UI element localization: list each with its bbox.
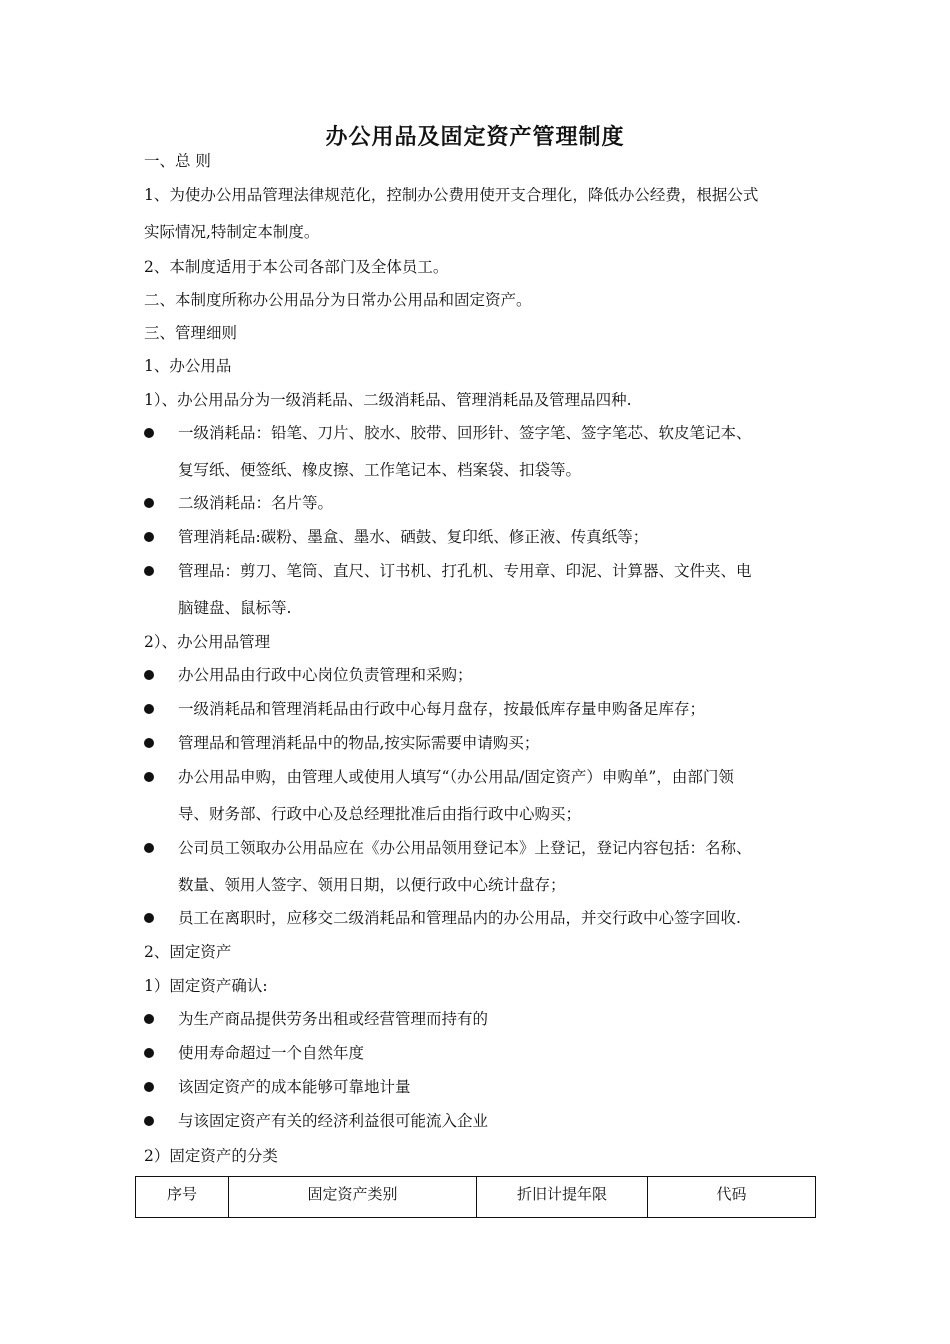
bullet-useful-life: 使用寿命超过一个自然年度 — [178, 1044, 365, 1062]
supplies-categories: 1）、办公用品分为一级消耗品、二级消耗品、管理消耗品及管理品四种. — [144, 391, 632, 409]
document-title: 办公用品及固定资产管理制度 — [325, 124, 625, 150]
bullet-purchase-by-need: 管理品和管理消耗品中的物品,按实际需要申请购买； — [178, 734, 540, 752]
bullet-management-items-cont: 脑键盘、鼠标等. — [178, 599, 292, 617]
table-header-cell: 固定资产类别 — [229, 1177, 477, 1218]
subsection-fixed-assets: 2、固定资产 — [144, 943, 232, 961]
bullet-management-items: 管理品：剪刀、笔筒、直尺、订书机、打孔机、专用章、印泥、计算器、文件夹、电 — [178, 562, 752, 580]
section-two: 二、本制度所称办公用品分为日常办公用品和固定资产。 — [144, 291, 532, 309]
bullet-icon — [144, 738, 154, 748]
bullet-reliable-cost: 该固定资产的成本能够可靠地计量 — [178, 1078, 411, 1096]
bullet-resignation-return: 员工在离职时，应移交二级消耗品和管理品内的办公用品，并交行政中心签字回收. — [178, 909, 741, 927]
supplies-management-heading: 2）、办公用品管理 — [144, 633, 271, 651]
fixed-assets-recognition: 1）固定资产确认: — [144, 977, 268, 995]
bullet-icon — [144, 843, 154, 853]
bullet-management-consumables: 管理消耗品:碳粉、墨盒、墨水、硒鼓、复印纸、修正液、传真纸等； — [178, 528, 649, 546]
bullet-icon — [144, 704, 154, 714]
section-general: 一、总 则 — [144, 152, 211, 170]
table-header-cell: 序号 — [136, 1177, 229, 1218]
subsection-office-supplies: 1、办公用品 — [144, 357, 232, 375]
bullet-level1-consumables-cont: 复写纸、便签纸、橡皮擦、工作笔记本、档案袋、扣袋等。 — [178, 461, 582, 479]
fixed-assets-classification: 2）固定资产的分类 — [144, 1147, 278, 1165]
bullet-held-for-use: 为生产商品提供劳务出租或经营管理而持有的 — [178, 1010, 489, 1028]
table-header-cell: 折旧计提年限 — [477, 1177, 648, 1218]
bullet-admin-procurement: 办公用品由行政中心岗位负责管理和采购； — [178, 666, 473, 684]
bullet-icon — [144, 1014, 154, 1024]
clause-1-line1: 1、为使办公用品管理法律规范化，控制办公费用使开支合理化，降低办公经费，根据公式 — [144, 186, 759, 204]
bullet-icon — [144, 1082, 154, 1092]
bullet-icon — [144, 670, 154, 680]
clause-2: 2、本制度适用于本公司各部门及全体员工。 — [144, 258, 449, 276]
bullet-icon — [144, 1048, 154, 1058]
bullet-monthly-inventory: 一级消耗品和管理消耗品由行政中心每月盘存，按最低库存量申购备足库存； — [178, 700, 706, 718]
table-header-cell: 代码 — [648, 1177, 816, 1218]
bullet-registration-cont: 数量、领用人签字、领用日期，以便行政中心统计盘存； — [178, 876, 566, 894]
bullet-purchase-request-cont: 导、财务部、行政中心及总经理批准后由指行政中心购买； — [178, 805, 582, 823]
bullet-level2-consumables: 二级消耗品：名片等。 — [178, 494, 334, 512]
bullet-purchase-request: 办公用品申购，由管理人或使用人填写“（办公用品/固定资产）申购单”，由部门领 — [178, 768, 734, 786]
section-three: 三、管理细则 — [144, 324, 238, 342]
bullet-icon — [144, 566, 154, 576]
bullet-icon — [144, 1116, 154, 1126]
bullet-icon — [144, 498, 154, 508]
bullet-registration: 公司员工领取办公用品应在《办公用品领用登记本》上登记，登记内容包括：名称、 — [178, 839, 752, 857]
table-header-row — [136, 1177, 816, 1218]
bullet-icon — [144, 428, 154, 438]
bullet-icon — [144, 772, 154, 782]
bullet-level1-consumables: 一级消耗品：铅笔、刀片、胶水、胶带、回形针、签字笔、签字笔芯、软皮笔记本、 — [178, 424, 752, 442]
bullet-icon — [144, 532, 154, 542]
clause-1-line2: 实际情况,特制定本制度。 — [144, 223, 320, 241]
bullet-economic-benefit: 与该固定资产有关的经济利益很可能流入企业 — [178, 1112, 489, 1130]
fixed-assets-table — [135, 1176, 816, 1218]
bullet-icon — [144, 913, 154, 923]
